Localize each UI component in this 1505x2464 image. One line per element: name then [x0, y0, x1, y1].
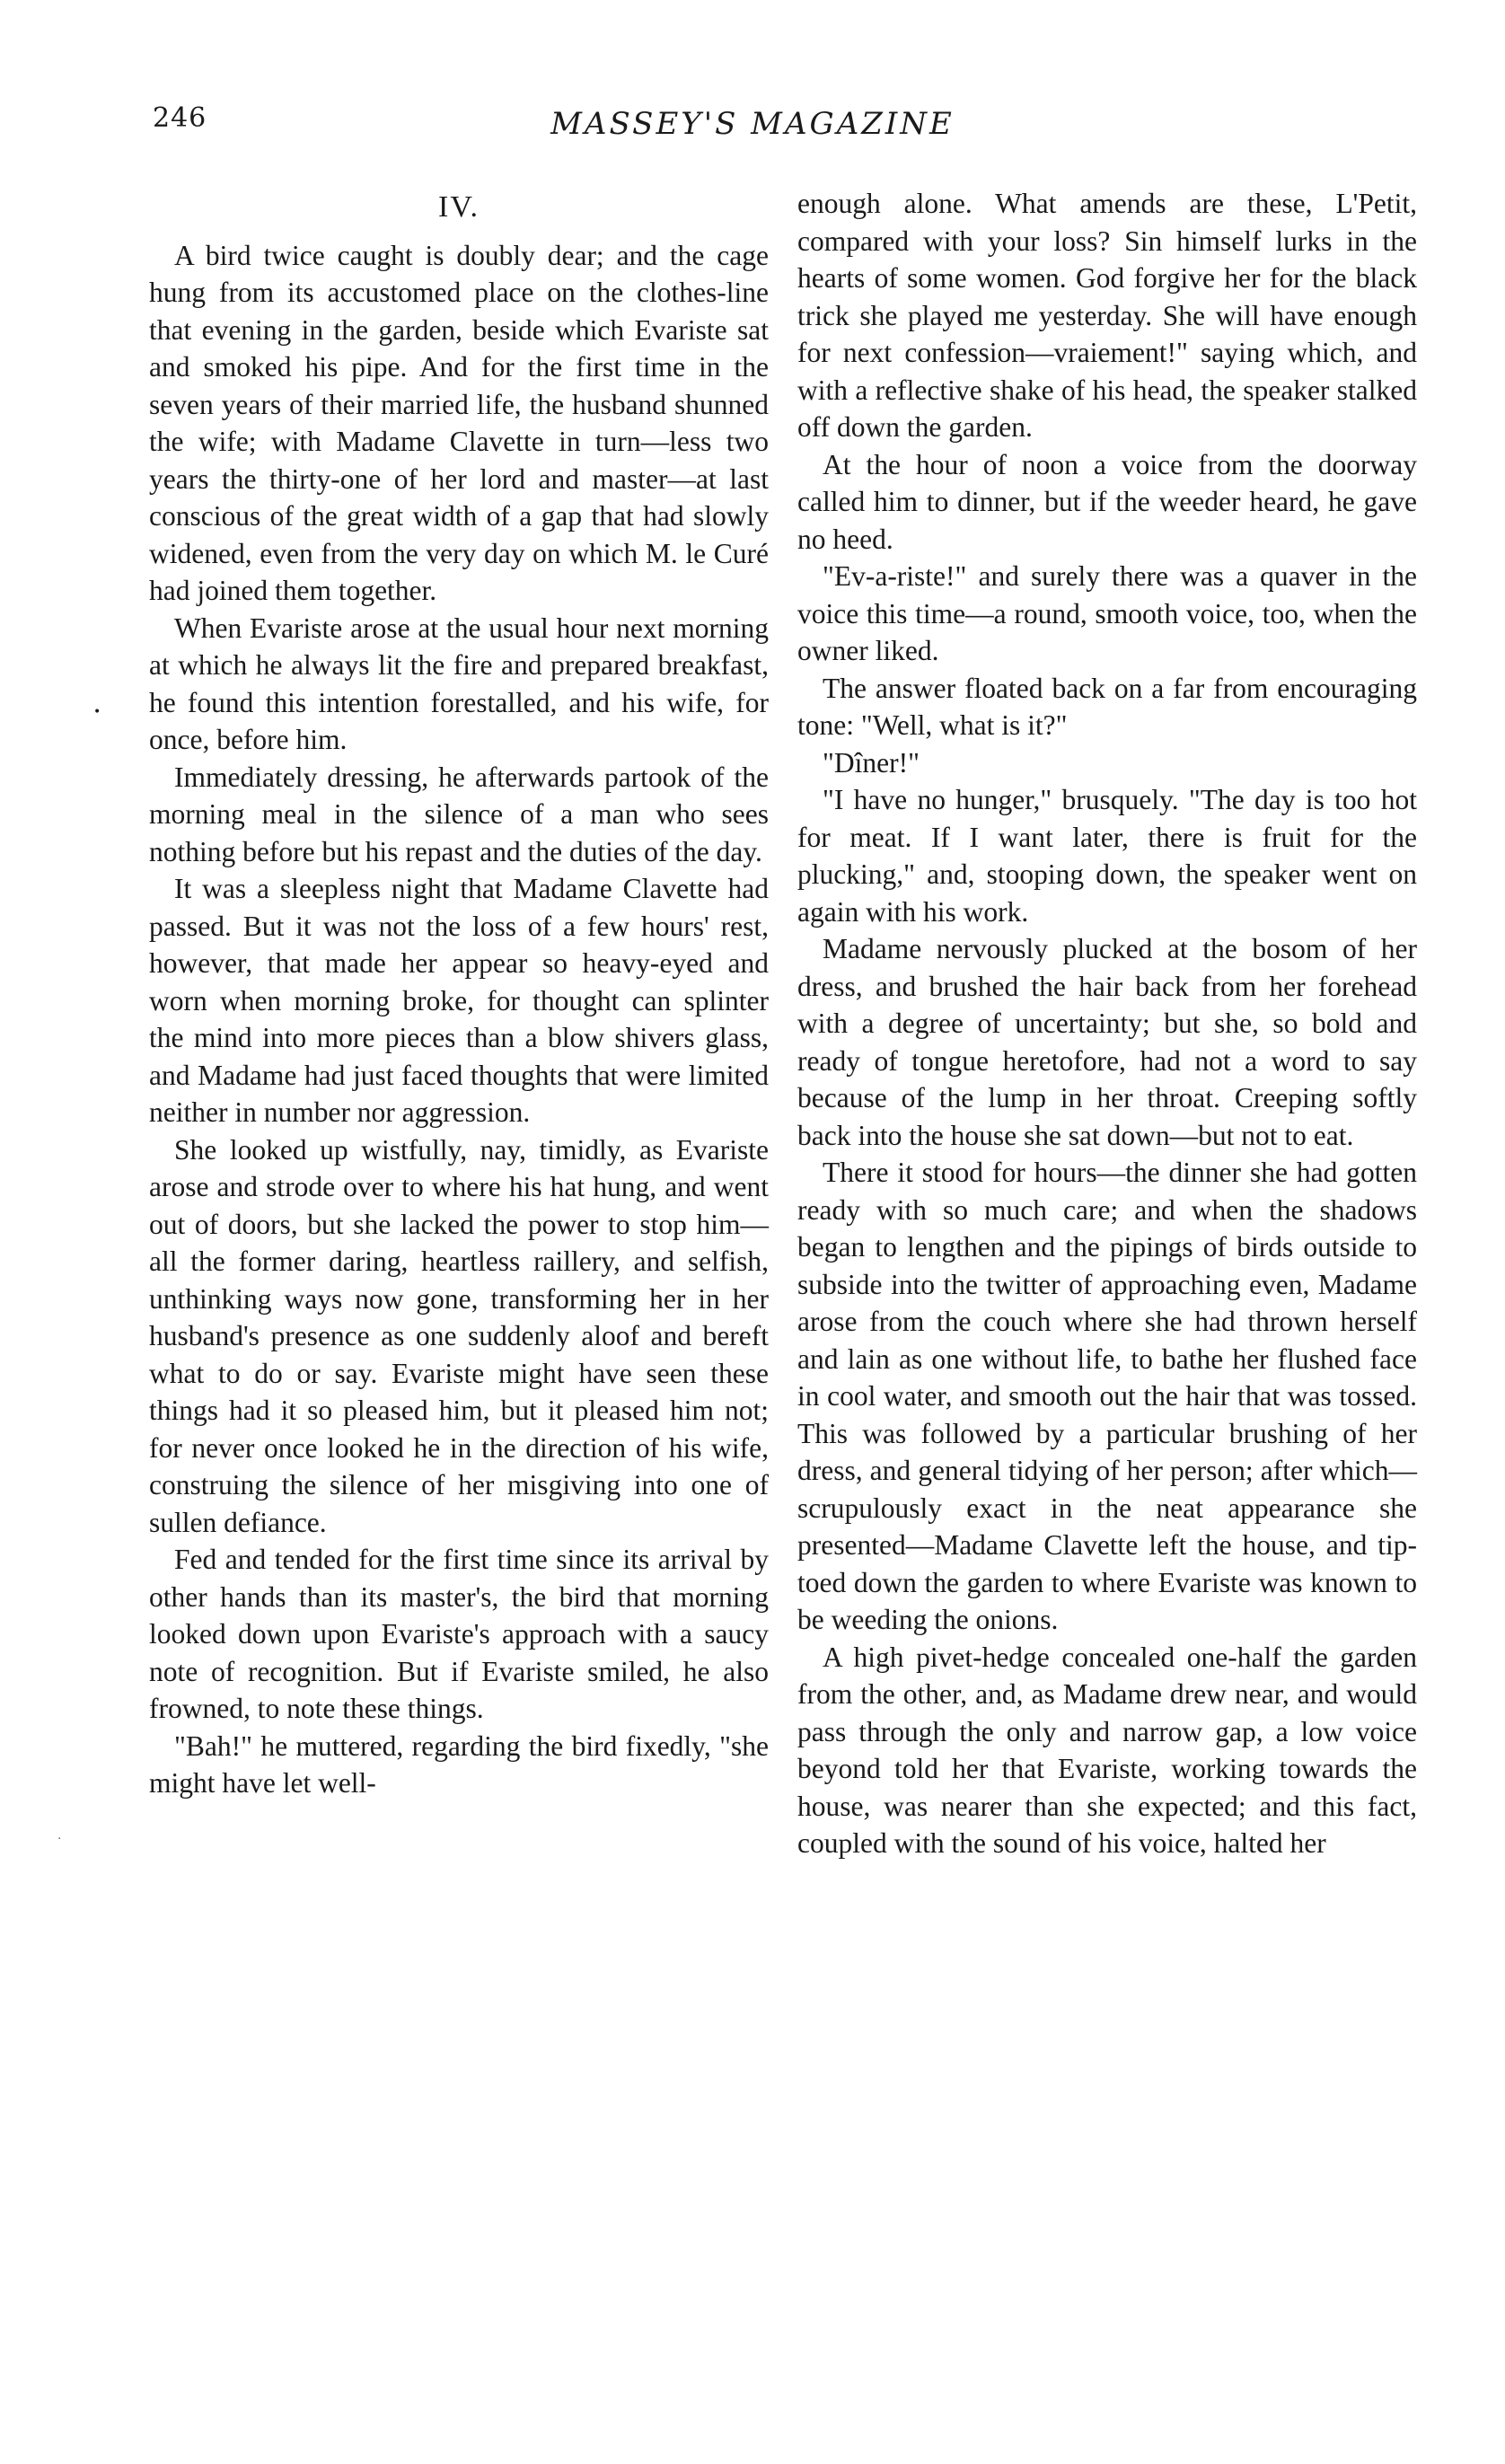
- margin-dot-mark: •: [93, 705, 101, 719]
- paragraph: At the hour of noon a voice from the doorway called him to dinner, but if the weeder heard, he gave no heed.: [797, 448, 1417, 555]
- paragraph: A bird twice caught is doubly dear; and the cage hung from its accustomed place on the clothes-line that evening in the garden, beside which Evariste sat and smoked his pipe. And for the first time in the seven years of their married life, the husband shunned the wife; with Madame Clavette in turn—less two years the thirty-one of her lord and master—at last conscious of the great width of a gap that had slowly widened, even from the very day on which M. le Curé had joined them together.: [149, 239, 769, 606]
- page-number: 246: [153, 102, 207, 134]
- margin-speck-mark: ·: [57, 1832, 62, 1846]
- paragraph: Madame nervously plucked at the bosom of her dress, and brushed the hair back from her forehead with a degree of uncertainty; but she, so bold and ready of tongue heretofore, had not a word to say because of the lump in her throat. Creeping softly back into the house she sat down—but not to eat.: [797, 933, 1417, 1151]
- paragraph-continued: enough alone. What amends are these, L'Petit, compared with your loss? Sin himself lurks in the hearts of some women. God forgive her for the black trick she played me yesterday. She will have enough for next confession—vraiement!" saying which, and with a reflective shake of his head, the speaker stalked off down the garden.: [797, 188, 1417, 443]
- left-column: [149, 180, 769, 1802]
- paragraph: When Evariste arose at the usual hour next morning at which he always lit the fire and prepared breakfast, he found this intention forestalled, and his wife, for once, before him.: [149, 612, 769, 755]
- paragraph: "Ev-a-riste!" and surely there was a quaver in the voice this time—a round, smooth voice, too, when the owner liked.: [797, 560, 1417, 666]
- paragraph: "I have no hunger," brusquely. "The day is too hot for meat. If I want later, there is fruit for the plucking," and, stooping down, the speaker went on again with his work.: [797, 784, 1417, 928]
- right-column: [797, 185, 1417, 1862]
- paragraph: There it stood for hours—the dinner she had gotten ready with so much care; and when the shadows began to lengthen and the pipings of birds outside to subside into the twitter of approaching even, Madame arose from the couch where she had thrown herself and lain as one without life, to bathe her flushed face in cool water, and smooth out the hair that was tossed. This was followed by a particular brushing of her dress, and general tidying of her person; after which—scrupulously exact in the neat appearance she presented—Madame Clavette left the house, and tip-toed down the garden to where Evariste was known to be weeding the onions.: [797, 1157, 1417, 1635]
- paragraph: It was a sleepless night that Madame Clavette had passed. But it was not the loss of a few hours' rest, however, that made her appear so heavy-eyed and worn when morning broke, for thought can splinter the mind into more pieces than a blow shivers glass, and Madame had just faced thoughts that were limited neither in number nor aggression.: [149, 873, 769, 1128]
- paragraph: Fed and tended for the first time since its arrival by other hands than its master's, the bird that morning looked down upon Evariste's approach with a saucy note of recognition. But if Evariste smiled, he also frowned, to note these things.: [149, 1544, 769, 1724]
- paragraph: "Bah!" he muttered, regarding the bird fixedly, "she might have let well-: [149, 1729, 769, 1799]
- paragraph: A high pivet-hedge concealed one-half the garden from the other, and, as Madame drew near, and would pass through the only and narrow gap, a low voice beyond told her that Evariste, working towards the house, was nearer than she expected; and this fact, coupled with the sound of his voice, halted her: [797, 1641, 1417, 1859]
- paragraph: The answer floated back on a far from encouraging tone: "Well, what is it?": [797, 672, 1417, 741]
- paragraph: "Dîner!": [823, 746, 920, 779]
- running-title: MASSEY'S MAGAZINE: [550, 106, 955, 142]
- paragraph: She looked up wistfully, nay, timidly, as Evariste arose and strode over to where his hat hung, and went out of doors, but she lacked the power to stop him—all the former daring, heartless raillery, and selfish, unthinking ways now gone, transforming her in her husband's presence as one suddenly aloof and bereft what to do or say. Evariste might have seen these things had it so pleased him, but it pleased him not; for never once looked he in the direction of his wife, construing the silence of her misgiving into one of sullen defiance.: [149, 1133, 769, 1538]
- section-number: IV.: [438, 190, 480, 224]
- paragraph: Immediately dressing, he afterwards partook of the morning meal in the silence of a man who sees nothing before but his repast and the duties of the day.: [149, 761, 769, 867]
